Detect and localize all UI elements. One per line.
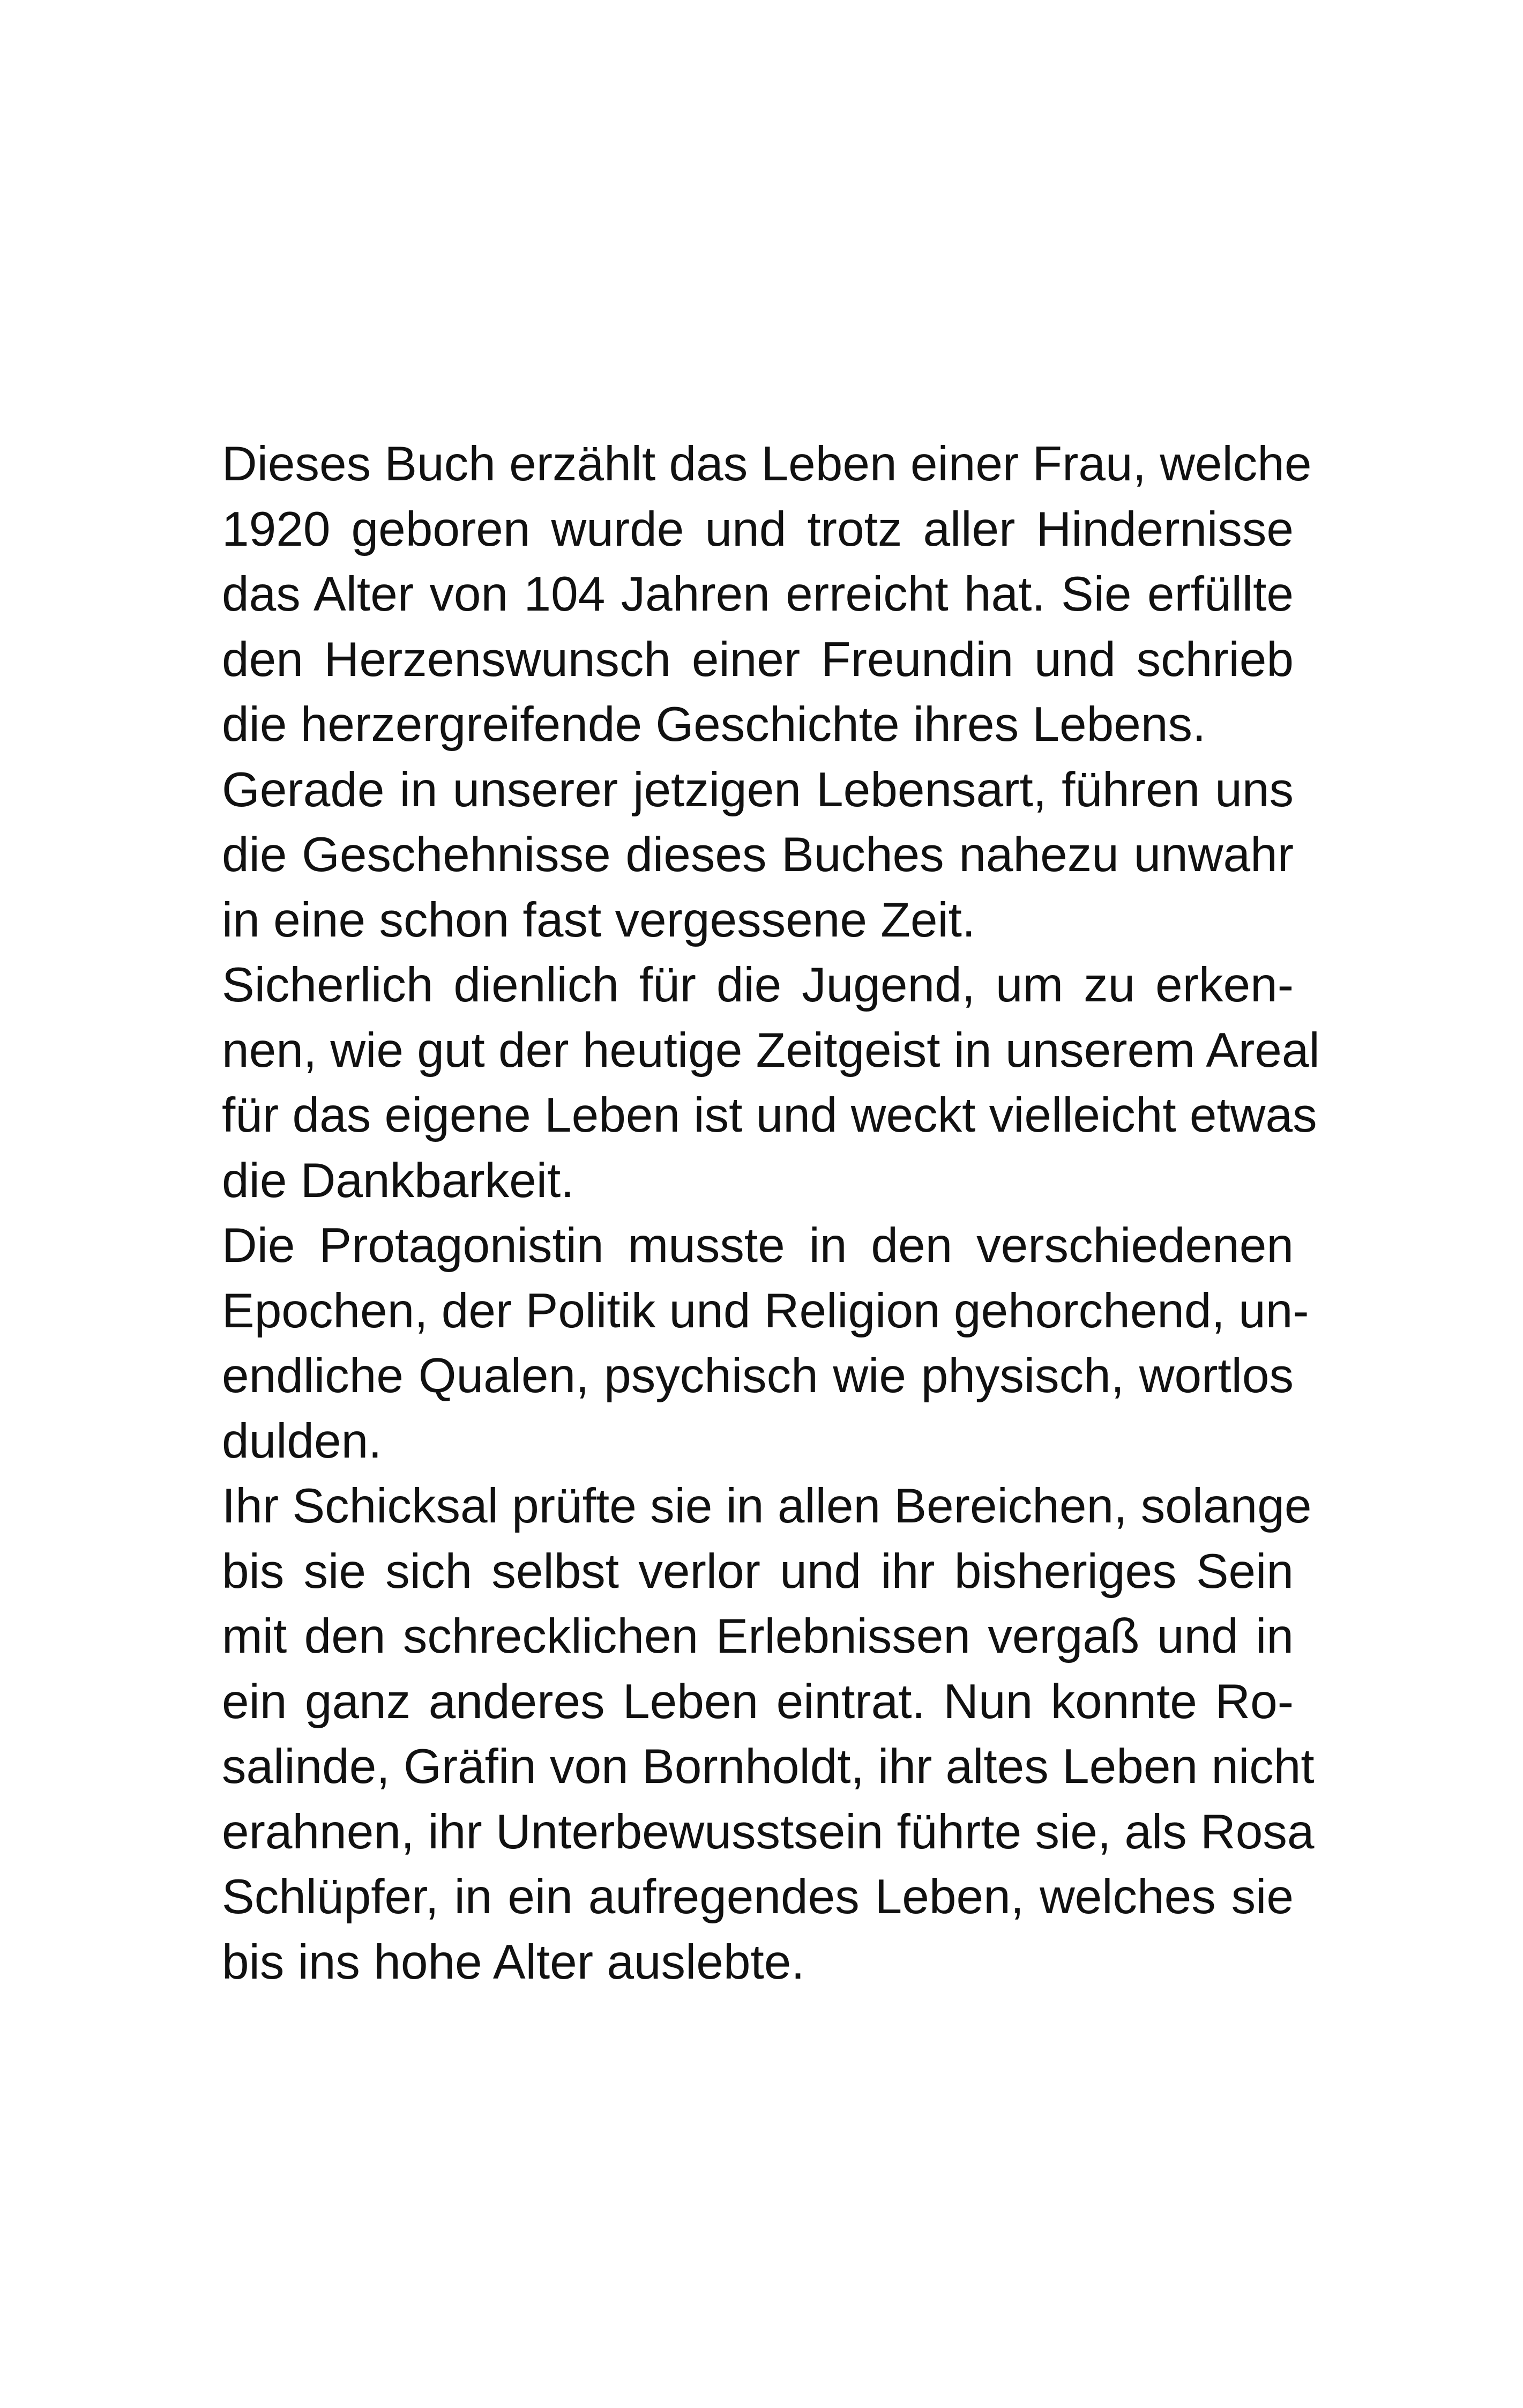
text-line: den Herzenswunsch einer Freundin und schrieb <box>222 632 1294 687</box>
text-line: 1920 geboren wurde und trotz aller Hindernisse <box>222 502 1294 556</box>
text-line: in eine schon fast vergessene Zeit. <box>222 893 976 947</box>
text-line: Ihr Schicksal prüfte sie in allen Bereichen, solange <box>222 1479 1312 1533</box>
text-line: die Geschehnisse dieses Buches nahezu unwahr <box>222 828 1294 882</box>
text-line: salinde, Gräfin von Bornholdt, ihr altes Leben nicht <box>222 1740 1315 1794</box>
text-line: die Dankbarkeit. <box>222 1153 574 1208</box>
text-line: Schlüpfer, in ein aufregendes Leben, welches sie <box>222 1870 1294 1924</box>
text-line: ein ganz anderes Leben eintrat. Nun konnte Ro- <box>222 1674 1294 1729</box>
text-line: mit den schrecklichen Erlebnissen vergaß und in <box>222 1609 1294 1663</box>
text-line: erahnen, ihr Unterbewusstsein führte sie, als Rosa <box>222 1804 1315 1859</box>
paragraph-1 <box>222 432 1312 757</box>
text-line: die herzergreifende Geschichte ihres Lebens. <box>222 697 1206 752</box>
text-line: Sicherlich dienlich für die Jugend, um zu erken- <box>222 958 1294 1012</box>
text-line: Die Protagonistin musste in den verschiedenen <box>222 1218 1294 1273</box>
text-line: Epochen, der Politik und Religion gehorchend, un- <box>222 1283 1309 1338</box>
text-line: Gerade in unserer jetzigen Lebensart, führen uns <box>222 762 1294 817</box>
text-line: für das eigene Leben ist und weckt vielleicht etwas <box>222 1088 1317 1142</box>
text-line: bis ins hohe Alter auslebte. <box>222 1935 805 1989</box>
paragraph-5 <box>222 1474 1315 1995</box>
text-line: bis sie sich selbst verlor und ihr bisheriges Sein <box>222 1544 1294 1599</box>
text-line: Dieses Buch erzählt das Leben einer Frau, welche <box>222 437 1312 491</box>
text-line: endliche Qualen, psychisch wie physisch, wortlos <box>222 1349 1294 1403</box>
paragraph-2 <box>222 757 1294 953</box>
text-line: dulden. <box>222 1414 382 1468</box>
text-line: das Alter von 104 Jahren erreicht hat. Sie erfüllte <box>222 567 1294 621</box>
blurb-text <box>222 432 1320 1995</box>
text-line: nen, wie gut der heutige Zeitgeist in unserem Areal <box>222 1023 1320 1077</box>
paragraph-3 <box>222 953 1320 1213</box>
paragraph-4 <box>222 1213 1309 1474</box>
